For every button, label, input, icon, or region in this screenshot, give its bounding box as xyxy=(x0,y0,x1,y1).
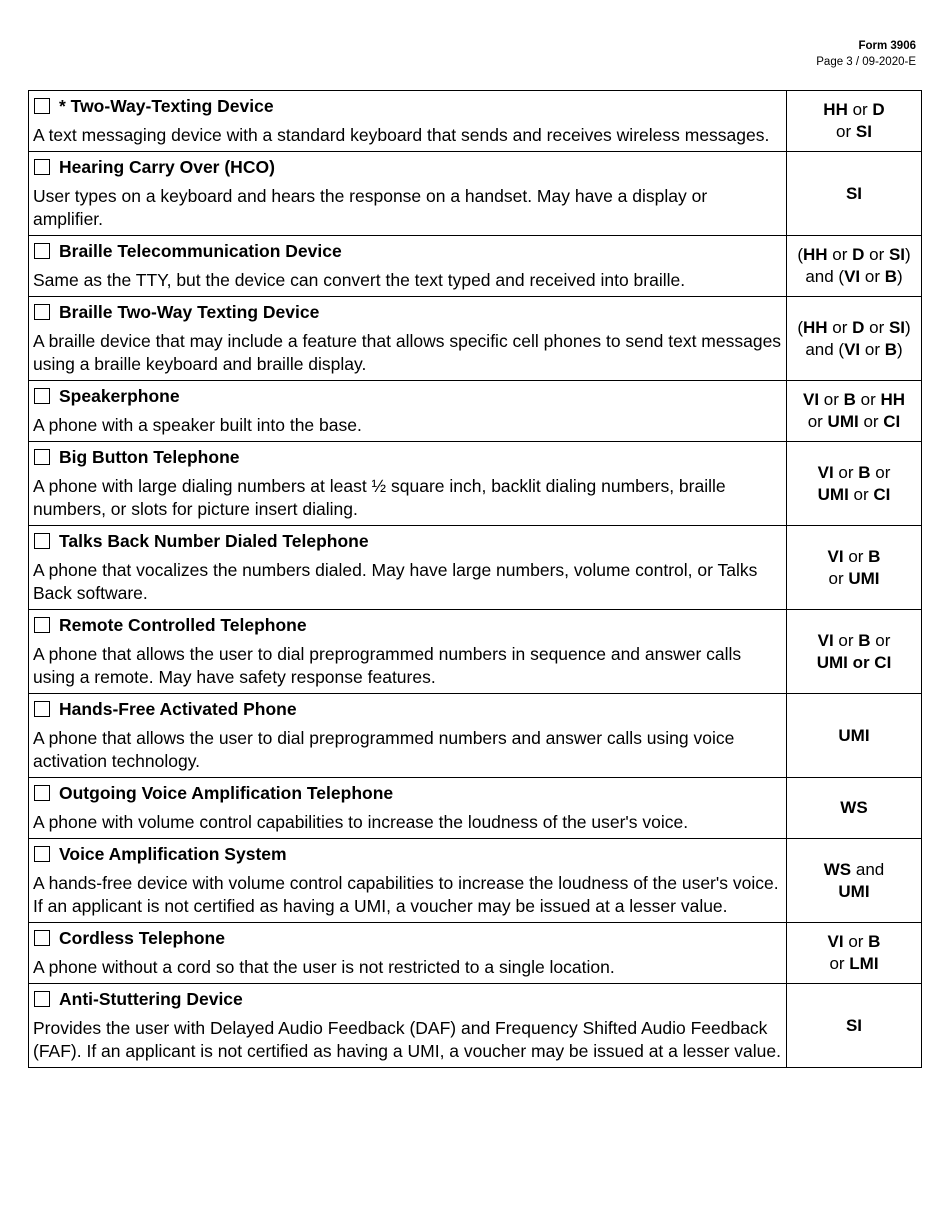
eligibility-line xyxy=(797,339,910,361)
eligibility-text xyxy=(828,931,881,975)
device-row xyxy=(29,235,921,296)
device-info-cell xyxy=(29,91,787,151)
device-description: A phone with large dialing numbers at least ½ square inch, backlit dialing numbers, braille numbers, or slots for picture insert dialing. xyxy=(33,476,726,519)
eligibility-connector: or xyxy=(843,546,869,566)
eligibility-code: B xyxy=(858,630,871,650)
eligibility-text xyxy=(797,244,910,288)
device-info-cell xyxy=(29,152,787,235)
device-title: Braille Two-Way Texting Device xyxy=(59,301,320,322)
device-info-cell xyxy=(29,526,787,609)
eligibility-code: B xyxy=(868,546,881,566)
device-row xyxy=(29,838,921,922)
device-info-cell xyxy=(29,694,787,777)
eligibility-code: UMI xyxy=(848,568,880,588)
eligibility-text xyxy=(823,99,884,143)
eligibility-code: UMI xyxy=(838,725,870,745)
eligibility-cell xyxy=(787,381,921,441)
device-description: User types on a keyboard and hears the response on a handset. May have a display or amplifier. xyxy=(33,186,708,229)
eligibility-line xyxy=(828,953,881,975)
eligibility-connector: and ( xyxy=(805,267,845,286)
eligibility-line xyxy=(846,183,862,205)
eligibility-connector: or xyxy=(864,245,889,264)
device-info-cell xyxy=(29,610,787,693)
eligibility-cell xyxy=(787,91,921,151)
eligibility-connector: ) xyxy=(896,339,903,359)
device-checkbox[interactable] xyxy=(34,159,50,175)
eligibility-code: D xyxy=(852,317,865,337)
eligibility-code: B xyxy=(884,339,897,359)
device-title-line xyxy=(33,239,782,263)
device-checkbox[interactable] xyxy=(34,846,50,862)
device-checkbox[interactable] xyxy=(34,98,50,114)
eligibility-code: UMI xyxy=(838,881,870,901)
eligibility-text xyxy=(828,546,881,590)
eligibility-line xyxy=(838,725,869,747)
device-checkbox[interactable] xyxy=(34,449,50,465)
device-row xyxy=(29,151,921,235)
eligibility-code: UMI xyxy=(817,484,849,504)
eligibility-connector: or xyxy=(836,122,856,141)
device-title: Talks Back Number Dialed Telephone xyxy=(59,530,369,551)
device-info-cell xyxy=(29,923,787,983)
device-title: Cordless Telephone xyxy=(59,927,225,948)
eligibility-code: D xyxy=(852,245,865,264)
eligibility-text xyxy=(846,1015,862,1037)
eligibility-cell xyxy=(787,778,921,838)
eligibility-connector: ( xyxy=(797,245,803,264)
device-description: A phone that allows the user to dial preprogrammed numbers in sequence and answer calls using a remote. May have safety response features. xyxy=(33,644,742,687)
eligibility-connector: ) xyxy=(905,245,911,264)
device-title-line xyxy=(33,842,782,866)
eligibility-line xyxy=(828,568,881,590)
eligibility-code: HH xyxy=(802,317,828,337)
eligibility-cell xyxy=(787,839,921,922)
eligibility-connector: or xyxy=(828,568,849,588)
device-title-line xyxy=(33,697,782,721)
device-title: Outgoing Voice Amplification Telephone xyxy=(59,782,394,803)
device-table xyxy=(28,90,922,1068)
eligibility-code: CI xyxy=(873,484,891,504)
eligibility-code: SI xyxy=(845,183,863,203)
device-description: Same as the TTY, but the device can convert the text typed and received into braille. xyxy=(33,270,686,290)
device-description: A braille device that may include a feature that allows specific cell phones to send text messages using a braille keyboard and braille display. xyxy=(33,331,782,374)
device-checkbox[interactable] xyxy=(34,991,50,1007)
eligibility-code: B xyxy=(868,932,881,951)
form-header xyxy=(816,39,916,70)
device-title-line xyxy=(33,445,782,469)
eligibility-text xyxy=(840,797,867,819)
eligibility-connector: or xyxy=(833,462,859,482)
eligibility-line xyxy=(817,652,892,674)
eligibility-line xyxy=(840,797,867,819)
device-title: Big Button Telephone xyxy=(59,446,240,467)
eligibility-connector: or xyxy=(870,630,891,650)
device-info-cell xyxy=(29,236,787,296)
eligibility-connector: and xyxy=(851,859,885,879)
device-description: A hands-free device with volume control capabilities to increase the loudness of the user's voice. If an applicant is not certified as having a UMI, a voucher may be issued at a lesser value. xyxy=(33,873,779,916)
eligibility-connector: ) xyxy=(896,267,903,286)
eligibility-cell xyxy=(787,694,921,777)
device-title-line xyxy=(33,926,782,950)
eligibility-code: VI xyxy=(844,339,861,359)
device-description: A phone that vocalizes the numbers dialed. May have large numbers, volume control, or Talks Back software. xyxy=(33,560,758,603)
eligibility-cell xyxy=(787,610,921,693)
device-row xyxy=(29,380,921,441)
device-checkbox[interactable] xyxy=(34,243,50,259)
eligibility-line xyxy=(846,1015,862,1037)
device-checkbox[interactable] xyxy=(34,701,50,717)
device-row xyxy=(29,91,921,151)
eligibility-cell xyxy=(787,442,921,525)
device-info-cell xyxy=(29,984,787,1067)
eligibility-line xyxy=(824,881,884,903)
eligibility-line xyxy=(797,266,910,288)
device-title: Hearing Carry Over (HCO) xyxy=(59,156,275,177)
eligibility-text xyxy=(803,389,905,433)
eligibility-connector: or xyxy=(870,462,891,482)
eligibility-code: LMI xyxy=(849,954,879,973)
eligibility-code: VI xyxy=(802,390,820,409)
device-row xyxy=(29,441,921,525)
device-title: Remote Controlled Telephone xyxy=(59,614,307,635)
eligibility-code: HH xyxy=(823,100,848,119)
device-title-line xyxy=(33,529,782,553)
eligibility-connector: or xyxy=(864,317,889,337)
eligibility-code: VI xyxy=(827,932,844,951)
eligibility-connector: or xyxy=(860,267,885,286)
eligibility-line xyxy=(823,99,884,121)
eligibility-code: B xyxy=(884,267,897,286)
eligibility-cell xyxy=(787,984,921,1067)
eligibility-connector: or xyxy=(848,484,874,504)
device-row xyxy=(29,922,921,983)
eligibility-connector: ) xyxy=(905,317,911,337)
device-row xyxy=(29,693,921,777)
device-description: A phone with a speaker built into the base. xyxy=(33,415,362,435)
eligibility-code: SI xyxy=(845,1015,863,1035)
device-description: A text messaging device with a standard keyboard that sends and receives wireless messages. xyxy=(33,125,770,145)
eligibility-connector: or xyxy=(855,390,881,409)
form-number: Form 3906 xyxy=(858,40,916,52)
eligibility-code: HH xyxy=(802,245,828,264)
eligibility-code: B xyxy=(843,390,856,409)
eligibility-text xyxy=(846,183,862,205)
eligibility-code: WS xyxy=(840,798,868,817)
eligibility-connector: or xyxy=(827,245,853,264)
device-title-line xyxy=(33,94,782,118)
eligibility-line xyxy=(817,630,892,652)
eligibility-code: SI xyxy=(855,122,872,141)
device-title: Voice Amplification System xyxy=(59,843,287,864)
device-checkbox[interactable] xyxy=(34,785,50,801)
eligibility-code: WS xyxy=(823,859,852,879)
device-info-cell xyxy=(29,381,787,441)
eligibility-text xyxy=(838,725,869,747)
device-info-cell xyxy=(29,778,787,838)
device-title-line xyxy=(33,155,782,179)
eligibility-code: HH xyxy=(880,390,906,409)
eligibility-connector: or xyxy=(858,412,884,431)
eligibility-code: VI xyxy=(827,546,844,566)
device-checkbox[interactable] xyxy=(34,533,50,549)
eligibility-connector: or xyxy=(847,100,873,119)
eligibility-code: UMI xyxy=(827,412,859,431)
device-row xyxy=(29,609,921,693)
eligibility-code: D xyxy=(872,100,885,119)
device-checkbox[interactable] xyxy=(34,304,50,320)
eligibility-line xyxy=(818,462,891,484)
device-row xyxy=(29,525,921,609)
device-row xyxy=(29,983,921,1067)
device-title: Speakerphone xyxy=(59,385,180,406)
eligibility-line xyxy=(818,484,891,506)
device-title-line xyxy=(33,987,782,1011)
device-title-line xyxy=(33,384,782,408)
device-row xyxy=(29,296,921,380)
device-info-cell xyxy=(29,297,787,380)
eligibility-code: SI xyxy=(888,317,906,337)
eligibility-code: B xyxy=(858,462,871,482)
eligibility-text xyxy=(817,630,892,674)
eligibility-code: SI xyxy=(888,245,906,264)
device-title: Braille Telecommunication Device xyxy=(59,240,342,261)
eligibility-text xyxy=(797,317,910,361)
device-title-line xyxy=(33,300,782,324)
eligibility-line xyxy=(803,411,905,433)
eligibility-line xyxy=(803,389,905,411)
device-title: Anti-Stuttering Device xyxy=(59,988,243,1009)
eligibility-connector: or xyxy=(860,339,885,359)
device-info-cell xyxy=(29,839,787,922)
device-description: Provides the user with Delayed Audio Feedback (DAF) and Frequency Shifted Audio Feedback (FAF). If an applicant is not certified as having a UMI, a voucher may be issued at a lesser value. xyxy=(33,1018,781,1061)
eligibility-text xyxy=(824,859,884,903)
eligibility-connector: or xyxy=(807,412,828,431)
device-checkbox[interactable] xyxy=(34,388,50,404)
eligibility-connector: or xyxy=(843,932,869,951)
eligibility-cell xyxy=(787,297,921,380)
page-info: Page 3 / 09-2020-E xyxy=(816,56,916,68)
eligibility-line xyxy=(828,546,881,568)
eligibility-cell xyxy=(787,923,921,983)
eligibility-connector: ( xyxy=(797,317,803,337)
device-title: Hands-Free Activated Phone xyxy=(59,698,297,719)
eligibility-line xyxy=(823,121,884,143)
eligibility-code: VI xyxy=(817,462,834,482)
eligibility-code: VI xyxy=(817,630,834,650)
eligibility-line xyxy=(797,244,910,266)
eligibility-connector: or xyxy=(829,954,850,973)
eligibility-line xyxy=(828,931,881,953)
eligibility-connector: and ( xyxy=(805,339,845,359)
device-info-cell xyxy=(29,442,787,525)
eligibility-code: VI xyxy=(844,267,861,286)
eligibility-cell xyxy=(787,152,921,235)
eligibility-line xyxy=(797,317,910,339)
eligibility-connector: or xyxy=(833,630,859,650)
device-title-line xyxy=(33,781,782,805)
eligibility-code: UMI or CI xyxy=(816,652,892,672)
eligibility-code: CI xyxy=(883,412,901,431)
eligibility-cell xyxy=(787,236,921,296)
device-title: * Two-Way-Texting Device xyxy=(59,95,274,116)
eligibility-line xyxy=(824,859,884,881)
device-description: A phone without a cord so that the user is not restricted to a single location. xyxy=(33,957,615,977)
device-checkbox[interactable] xyxy=(34,930,50,946)
device-title-line xyxy=(33,613,782,637)
device-checkbox[interactable] xyxy=(34,617,50,633)
eligibility-connector: or xyxy=(819,390,844,409)
eligibility-cell xyxy=(787,526,921,609)
device-row xyxy=(29,777,921,838)
device-description: A phone with volume control capabilities to increase the loudness of the user's voice. xyxy=(33,812,689,832)
eligibility-connector: or xyxy=(827,317,853,337)
eligibility-text xyxy=(818,462,891,506)
device-description: A phone that allows the user to dial preprogrammed numbers and answer calls using voice activation technology. xyxy=(33,728,735,771)
